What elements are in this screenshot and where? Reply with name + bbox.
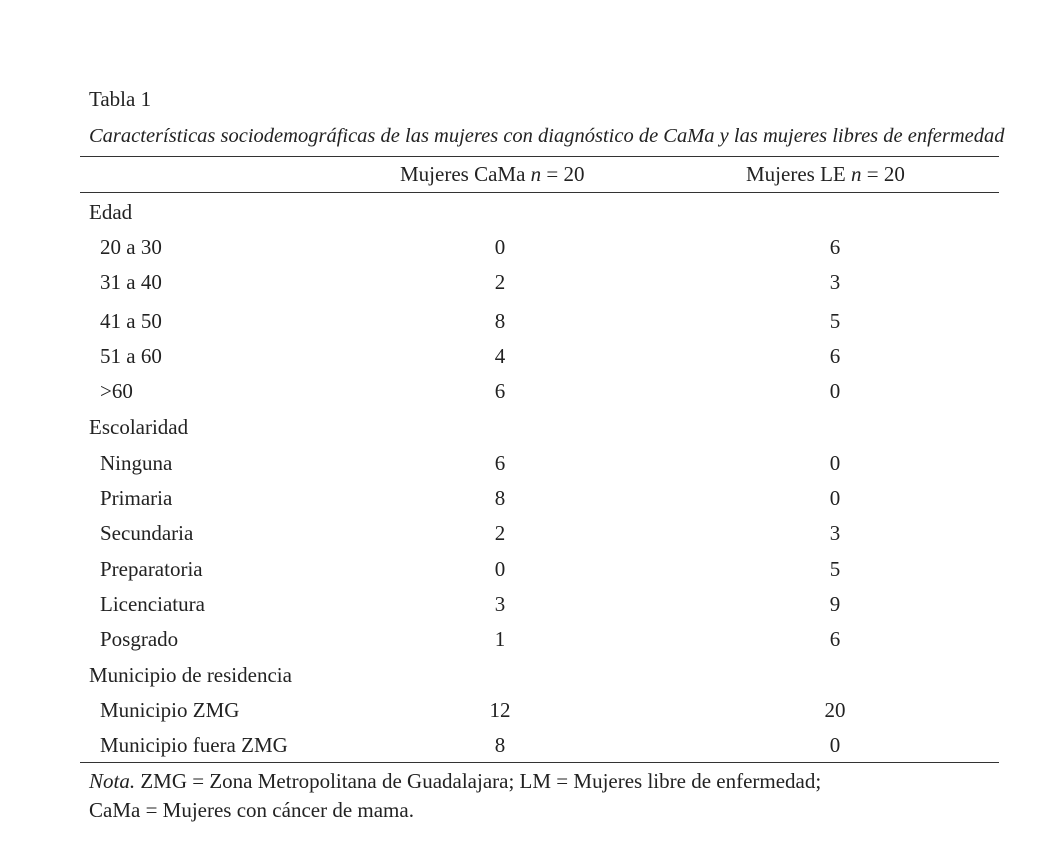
table-row [0,341,1060,371]
cell-le: 3 [829,521,841,545]
table-row [0,483,1060,513]
table-title: Características sociodemográficas de las mujeres con diagnóstico de CaMa y las mujeres libres de enfermedad [89,125,1005,147]
column-header-le-suffix: = 20 [861,162,905,186]
cell-cama: 6 [494,451,506,475]
cell-cama: 1 [494,627,506,651]
cell-cama: 2 [494,521,506,545]
row-label: Primaria [100,486,173,510]
cell-le: 6 [829,627,841,651]
cell-cama: 2 [494,270,506,294]
cell-le: 0 [829,451,841,475]
cell-cama: 0 [494,557,506,581]
cell-cama: 6 [494,379,506,403]
cell-le: 0 [829,486,841,510]
cell-cama: 8 [494,733,506,757]
column-header-cama-n: n [530,162,542,186]
row-label: Municipio ZMG [100,698,240,722]
cell-le: 0 [829,379,841,403]
column-header-le-n: n [850,162,862,186]
cell-le: 9 [829,592,841,616]
cell-le: 6 [829,235,841,259]
table-row [0,518,1060,548]
table-row [0,730,1060,760]
table-row [0,306,1060,336]
table-row [0,589,1060,619]
cell-le: 0 [829,733,841,757]
row-label: Secundaria [100,521,194,545]
cell-le: 6 [829,344,841,368]
row-label: Edad [89,200,133,224]
table-group-row [0,660,1060,690]
row-label: Escolaridad [89,415,189,439]
cell-le: 5 [829,309,841,333]
row-label: Ninguna [100,451,173,475]
table-group-row [0,412,1060,442]
table-row [0,376,1060,406]
table-group-row [0,197,1060,227]
column-header-cama-suffix: = 20 [541,162,585,186]
column-header-le-text: Mujeres LE [746,162,851,186]
cell-cama: 8 [494,309,506,333]
note-line2: CaMa = Mujeres con cáncer de mama. [89,798,414,822]
row-label: Posgrado [100,627,179,651]
cell-le: 3 [829,270,841,294]
table-row [0,232,1060,262]
table-row [0,695,1060,725]
cell-le: 20 [824,698,846,722]
row-label: Licenciatura [100,592,205,616]
table-row [0,448,1060,478]
row-label: 41 a 50 [100,309,162,333]
row-label: Municipio fuera ZMG [100,733,288,757]
row-label: Municipio de residencia [89,663,292,687]
table-row [0,554,1060,584]
table-bottom-rule [80,762,999,763]
table-note [89,767,989,825]
row-label: 20 a 30 [100,235,162,259]
cell-le: 5 [829,557,841,581]
note-line1: ZMG = Zona Metropolitana de Guadalajara; LM = Mujeres libre de enfermedad; [135,769,822,793]
table-row [0,267,1060,297]
row-label: Preparatoria [100,557,203,581]
cell-cama: 8 [494,486,506,510]
cell-cama: 0 [494,235,506,259]
table-row [0,624,1060,654]
column-header-cama-text: Mujeres CaMa [400,162,531,186]
cell-cama: 12 [489,698,511,722]
cell-cama: 4 [494,344,506,368]
table-label: Tabla 1 [89,87,152,111]
row-label: >60 [100,379,133,403]
row-label: 51 a 60 [100,344,162,368]
note-prefix: Nota. [89,769,136,793]
row-label: 31 a 40 [100,270,162,294]
cell-cama: 3 [494,592,506,616]
